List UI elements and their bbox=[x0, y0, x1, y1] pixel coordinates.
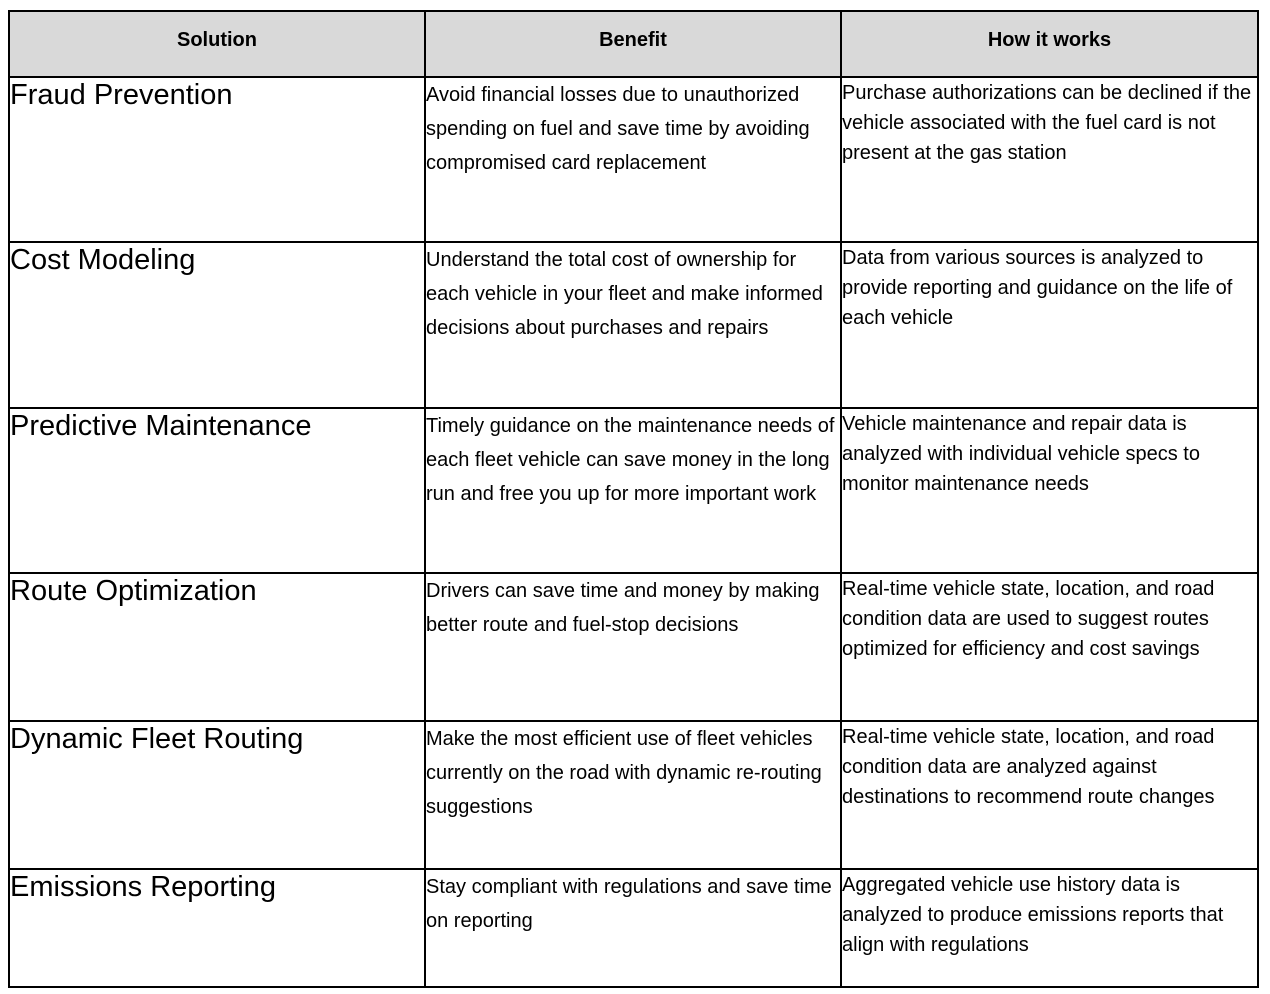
benefit-cell: Stay compliant with regulations and save time on reporting bbox=[425, 869, 841, 987]
how-it-works-cell: Vehicle maintenance and repair data is analyzed with individual vehicle specs to monitor maintenance needs bbox=[841, 408, 1258, 573]
solution-cell: Predictive Maintenance bbox=[9, 408, 425, 573]
how-it-works-cell: Data from various sources is analyzed to provide reporting and guidance on the life of each vehicle bbox=[841, 242, 1258, 408]
how-it-works-cell: Purchase authorizations can be declined if the vehicle associated with the fuel card is not present at the gas station bbox=[841, 77, 1258, 242]
header-benefit: Benefit bbox=[425, 11, 841, 77]
benefit-cell: Avoid financial losses due to unauthorized spending on fuel and save time by avoiding compromised card replacement bbox=[425, 77, 841, 242]
how-it-works-cell: Real-time vehicle state, location, and road condition data are analyzed against destinations to recommend route changes bbox=[841, 721, 1258, 869]
table-row bbox=[9, 573, 1258, 721]
benefit-cell: Understand the total cost of ownership for each vehicle in your fleet and make informed decisions about purchases and repairs bbox=[425, 242, 841, 408]
benefit-cell: Make the most efficient use of fleet vehicles currently on the road with dynamic re-routing suggestions bbox=[425, 721, 841, 869]
how-it-works-cell: Aggregated vehicle use history data is analyzed to produce emissions reports that align with regulations bbox=[841, 869, 1258, 987]
table-header-row bbox=[9, 11, 1258, 77]
benefit-cell: Timely guidance on the maintenance needs of each fleet vehicle can save money in the long run and free you up for more important work bbox=[425, 408, 841, 573]
benefit-cell: Drivers can save time and money by making better route and fuel-stop decisions bbox=[425, 573, 841, 721]
solution-cell: Dynamic Fleet Routing bbox=[9, 721, 425, 869]
how-it-works-cell: Real-time vehicle state, location, and road condition data are used to suggest routes optimized for efficiency and cost savings bbox=[841, 573, 1258, 721]
table-row bbox=[9, 77, 1258, 242]
solution-cell: Emissions Reporting bbox=[9, 869, 425, 987]
header-solution: Solution bbox=[9, 11, 425, 77]
table-row bbox=[9, 721, 1258, 869]
solution-cell: Fraud Prevention bbox=[9, 77, 425, 242]
table-row bbox=[9, 869, 1258, 987]
solutions-table bbox=[8, 10, 1259, 988]
solution-cell: Route Optimization bbox=[9, 573, 425, 721]
solution-cell: Cost Modeling bbox=[9, 242, 425, 408]
table-row bbox=[9, 242, 1258, 408]
header-how-it-works: How it works bbox=[841, 11, 1258, 77]
table-row bbox=[9, 408, 1258, 573]
